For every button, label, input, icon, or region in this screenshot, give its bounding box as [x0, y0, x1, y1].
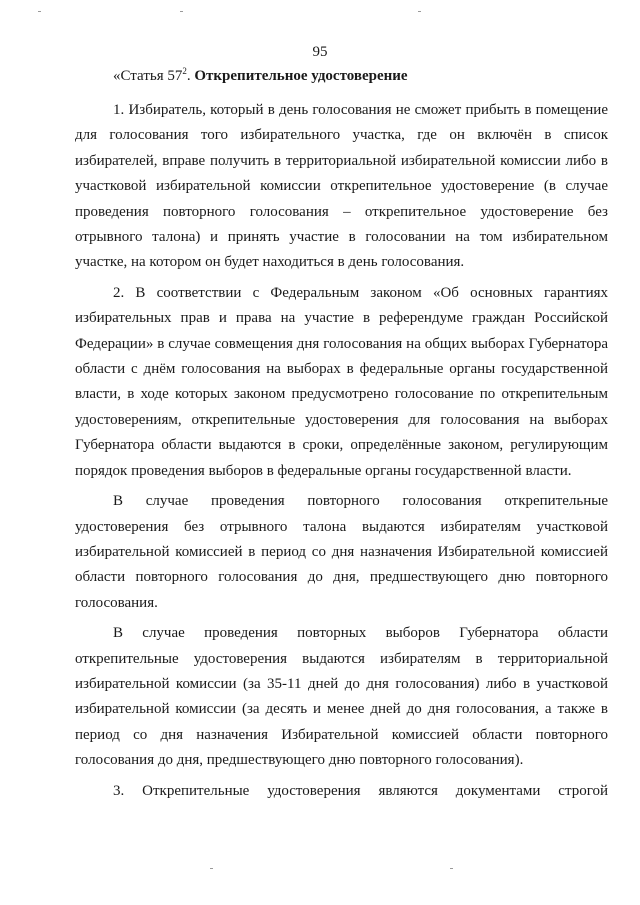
paragraph-2: 2. В соответствии с Федеральным законом «Об основных гарантиях избирательных прав и права на участие в референдуме граждан Российской Федерации» в случае совмещения дня голосования на общих выборах Губернатора области с днём голосования на выборах в федеральные органы государственной власти, в ходе которых законом предусмотрено голосование по открепительным удостоверениям, открепительные удостоверения для голосования на выборах Губернатора области выдаются в сроки, определённые законом, регулирующим порядок проведения выборов в федеральные органы государственной власти.: [75, 284, 608, 479]
paragraph-3: В случае проведения повторного голосования открепительные удостоверения без отрывного талона выдаются избирателям участковой избирательной комиссией в период со дня назначения Избирательной комиссией области повторного голосования до дня, предшествующего дню повторного голосования.: [75, 493, 608, 611]
article-heading-superscript: 2: [182, 66, 187, 76]
paragraph-5: 3. Открепительные удостоверения являются документами строгой: [113, 782, 608, 799]
scan-artifact: [450, 868, 453, 869]
scan-artifact: [180, 11, 183, 12]
article-heading-separator: .: [186, 68, 195, 84]
scan-artifact: [418, 11, 421, 12]
scan-artifact: [210, 868, 213, 869]
article-body: [75, 98, 608, 809]
article-heading-prefix: «Статья 57: [113, 68, 183, 84]
article-heading: [113, 66, 408, 85]
page-number: 95: [312, 44, 328, 60]
scan-artifact: [38, 11, 41, 12]
paragraph-1: 1. Избиратель, который в день голосования не сможет прибыть в помещение для голосования того избирательного участка, где он включён в список избирателей, вправе получить в территориальной избирательной комиссии либо в участковой избирательной комиссии открепительное удостоверение (в случае проведения повторного голосования – открепительное удостоверение без отрывного талона) и принять участие в голосовании на том избирательном участке, на котором он будет находиться в день голосования.: [75, 102, 608, 271]
paragraph-4: В случае проведения повторных выборов Губернатора области открепительные удостоверения выдаются избирателям в территориальной избирательной комиссии (за 35-11 дней до дня голосования) либо в участковой избирательной комиссии (за десять и менее дней до дня голосования, а также в период со дня назначения Избирательной комиссией области повторного голосования до дня, предшествующего дню повторного голосования).: [75, 625, 608, 769]
article-heading-title: Открепительное удостоверение: [194, 68, 408, 84]
